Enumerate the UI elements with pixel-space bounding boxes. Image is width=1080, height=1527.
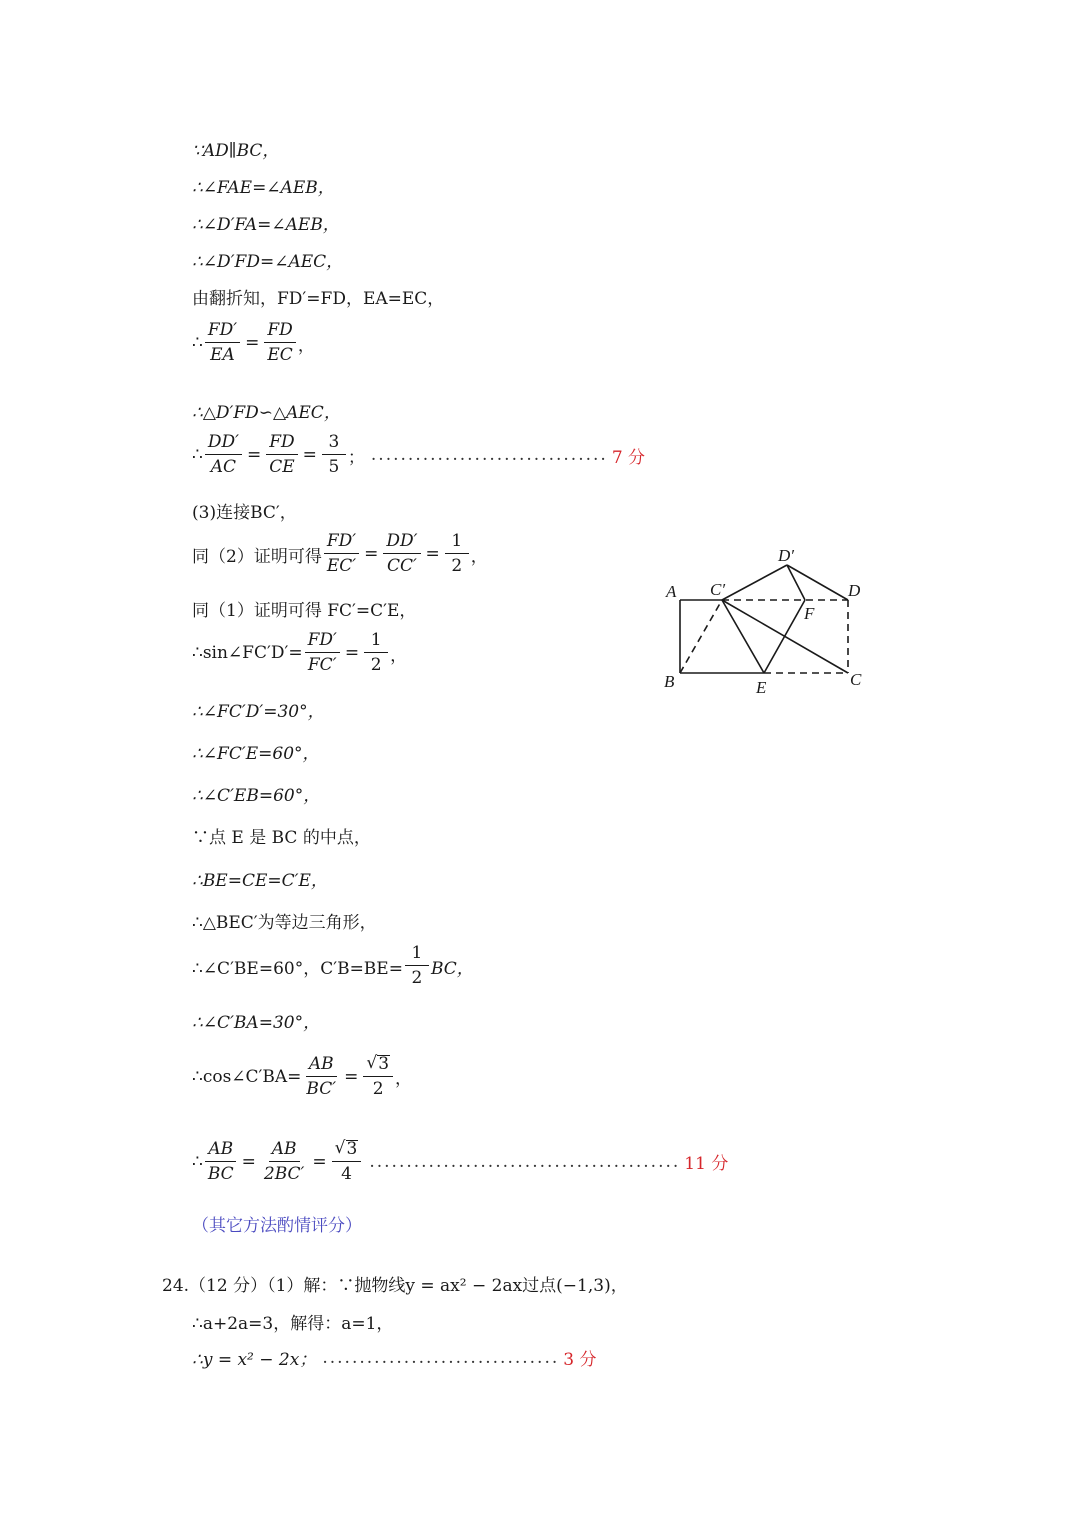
line-11 [192,596,416,621]
denominator: CC′ [387,556,417,576]
line-6: ∴ $\frac{FD'}{EA}$ = $\frac{FD}{EC}$ ， [192,320,315,365]
fraction [324,533,359,575]
sqrt: √ 3 [366,1053,390,1074]
text: ∴cos∠C′BA= [192,1066,302,1087]
denominator: EC′ [326,556,357,576]
line-8: ∴ $\frac{DD'}{AC}$ = $\frac{FD}{CE}$ = $\frac{3}{5}$ ； ................................ 7 分 [192,432,646,477]
fraction [332,1140,362,1183]
fraction [261,1138,308,1184]
line-4 [192,247,343,272]
line-18 [192,908,377,933]
line-1 [192,136,279,161]
score-mark: 7 分 [611,447,646,468]
numerator: FD [264,322,295,343]
text: ∴BE=CE=C′E， [192,871,328,891]
line-22: ∴ $\frac{AB}{BC}$ = $\frac{AB}{2BC'}$ = √ 3 4 .......................................... 11 分 [192,1138,729,1184]
fraction [405,945,429,987]
line-7 [192,398,341,423]
text: ∴∠FC′D′=30°， [192,702,325,722]
leader-dots: .......................................... [369,1151,681,1172]
text: BC， [430,958,474,979]
radicand: 3 [378,1054,390,1074]
numerator: AB [269,1141,300,1162]
text: ∴∠FC′E=60°， [192,744,320,764]
denominator: 2BC′ [263,1163,305,1184]
fraction [364,632,388,674]
numerator: FD′ [305,632,340,653]
text: ∴∠C′BE=60°，C′B=BE= [192,958,403,979]
line-13 [192,697,325,722]
line-25 [192,1309,393,1334]
segment-C'E [722,600,764,673]
text: ； [347,447,365,468]
fraction [363,1055,393,1098]
text: ∴∠C′BA=30°， [192,1013,321,1033]
text: ∴∠C′EB=60°， [192,786,321,806]
score-mark: 3 分 [563,1350,597,1370]
numerator: 1 [445,533,469,554]
label-C: C [850,670,862,689]
line-20 [192,1008,320,1033]
text: ∴ [192,1151,203,1172]
denominator: FC′ [307,655,337,675]
label-D-prime: D′ [778,546,794,565]
line-16 [192,823,371,848]
fraction [445,533,469,575]
question-24-header [162,1271,628,1296]
geometry-figure [660,545,880,705]
text: ∴ [192,445,203,465]
label-F: F [804,604,815,623]
fraction [305,632,340,674]
text: （其它方法酌情评分） [192,1216,362,1236]
line-19 [192,945,474,987]
fraction [205,1138,237,1184]
numerator: DD′ [383,533,420,554]
text: ∴sin∠FC′D′= [192,643,303,663]
text: ∵点 E 是 BC 的中点， [192,828,371,848]
denominator: EA [210,345,235,365]
line-14 [192,739,320,764]
fraction [303,1053,339,1099]
numerator: FD′ [205,322,240,343]
segment-C'C [722,600,848,673]
text: 同（1）证明可得 FC′=C′E， [192,601,417,621]
denominator: 5 [328,457,340,477]
text: ∴∠D′FA=∠AEB， [192,215,340,235]
line-5 [192,284,444,309]
text: ∴△D′FD∽△AEC， [192,403,341,423]
line-9 [192,498,297,523]
denominator: EC [267,345,293,365]
text: ， [395,1069,413,1089]
denominator: CE [269,457,295,477]
numerator: 3 [322,434,346,455]
score-mark: 11 分 [684,1154,729,1174]
denominator: BC′ [306,1078,337,1099]
denominator: 2 [372,1079,384,1099]
fraction [264,322,295,364]
numerator: AB [205,1141,236,1162]
numerator: 1 [405,945,429,966]
text: ∴ [192,333,203,353]
text: ， [297,335,315,356]
numerator: FD [266,434,297,455]
leader-dots: ................................ [322,1347,560,1368]
line-21: ∴cos∠C′BA= $\frac{AB}{BC'}$ = √ 3 2 ， [192,1053,413,1099]
line-17 [192,866,328,891]
segment-C'D' [722,565,787,600]
label-A: A [666,582,677,601]
text: 24.（12 分）（1）解：∵抛物线y = ax² − 2ax过点(−1,3)， [162,1276,628,1296]
radicand: 3 [346,1139,358,1159]
fraction [383,533,420,575]
label-D: D [848,581,861,600]
denominator: 4 [341,1164,352,1184]
denominator: 2 [451,556,463,576]
line-3 [192,210,340,235]
text: ∴∠FAE=∠AEB， [192,178,335,198]
label-C-prime: C′ [710,580,726,599]
text: ∴△BEC′为等边三角形， [192,913,377,933]
text: 由翻折知，FD′=FD，EA=EC， [192,289,445,309]
numerator: DD′ [205,434,242,455]
text: ， [390,645,408,666]
fraction [266,434,297,476]
grading-note [192,1211,362,1236]
fraction [205,434,242,476]
segment-BC'-dashed [680,600,722,673]
label-B: B [664,672,675,691]
line-12: ∴sin∠FC′D′= $\frac{FD'}{FC'}$ = $\frac{1}{2}$ ， [192,630,408,675]
line-10: 同（2）证明可得 $\frac{FD'}{EC'}$ = $\frac{DD'}{CC'}$ = $\frac{1}{2}$ ， [192,531,488,576]
text: ∴a+2a=3，解得：a=1， [192,1314,394,1334]
denominator: 2 [411,968,423,988]
text: ∵AD∥BC， [192,141,280,161]
line-15 [192,781,320,806]
text: ∴∠D′FD=∠AEC， [192,252,344,272]
numerator: AB [306,1056,337,1077]
denominator: BC [207,1163,234,1184]
text: 同（2）证明可得 [192,546,322,567]
fraction [322,434,346,476]
fraction [205,322,240,364]
label-E: E [756,678,767,697]
leader-dots: ................................ [370,445,608,465]
numerator: FD′ [324,533,359,554]
denominator: 2 [370,655,382,675]
sqrt: √ 3 [334,1138,358,1159]
line-26 [192,1345,597,1370]
text: ∴y = x² − 2x； [192,1350,317,1370]
denominator: AC [210,457,237,477]
text: (3)连接BC′， [192,503,297,523]
numerator: 1 [364,632,388,653]
text: ， [470,546,488,567]
line-2 [192,173,335,198]
